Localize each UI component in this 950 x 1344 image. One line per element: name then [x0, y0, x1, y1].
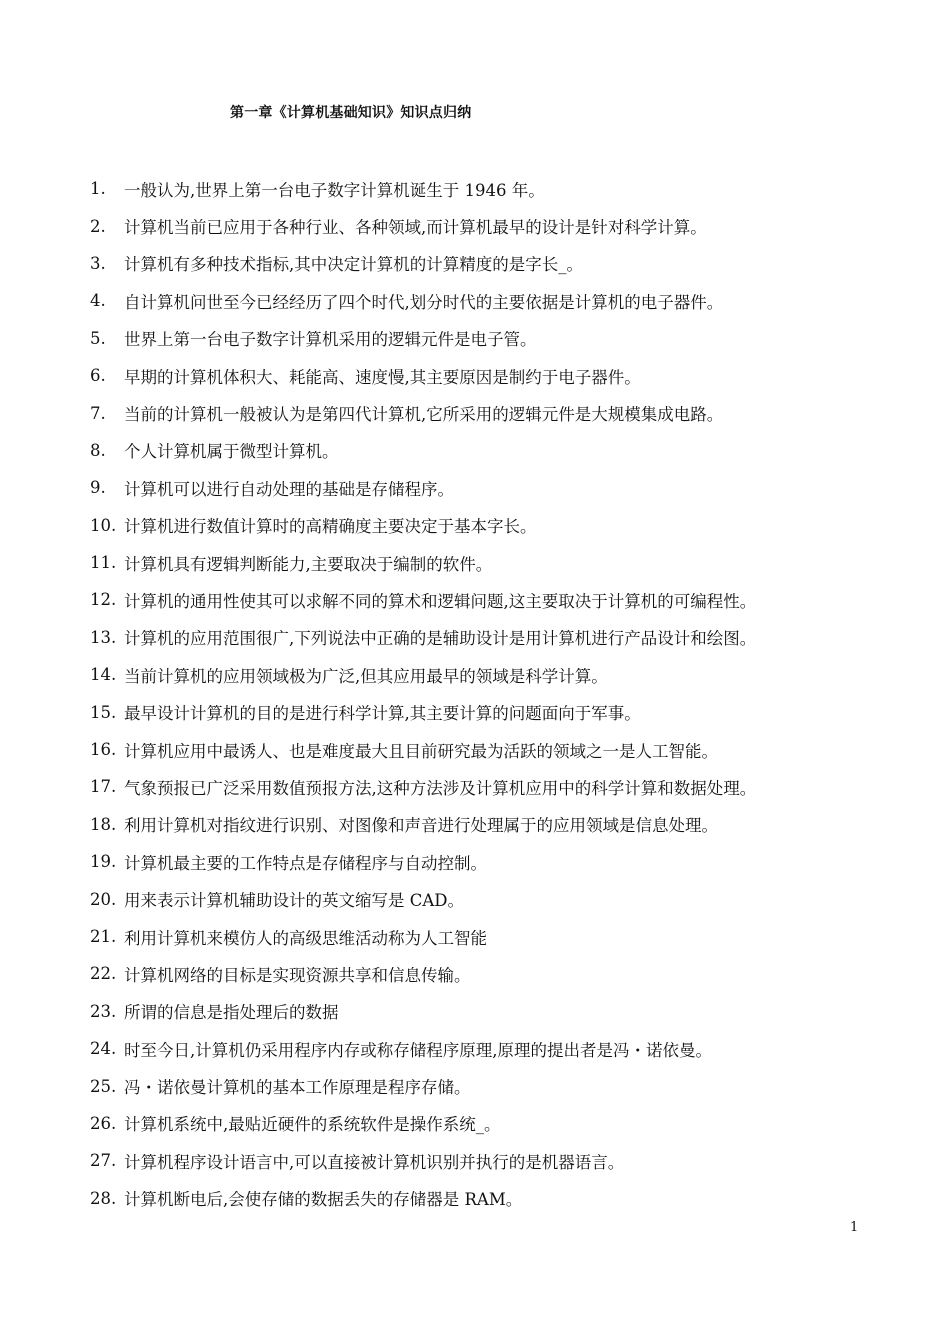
item-number: 26. — [90, 1113, 117, 1133]
item-number: 12. — [90, 590, 117, 610]
list-item — [90, 469, 930, 506]
list-item — [90, 581, 930, 618]
document-title: 第一章《计算机基础知识》知识点归纳 — [230, 105, 472, 121]
list-item — [90, 320, 930, 357]
item-text: 计算机断电后,会使存储的数据丢失的存储器是 RAM。 — [124, 1190, 523, 1210]
item-text: 当前计算机的应用领域极为广泛,但其应用最早的领域是科学计算。 — [124, 666, 608, 686]
item-text: 个人计算机属于微型计算机。 — [124, 442, 339, 462]
list-item — [90, 432, 930, 469]
list-item — [90, 207, 930, 244]
item-number: 6. — [90, 366, 106, 386]
item-text: 世界上第一台电子数字计算机采用的逻辑元件是电子管。 — [124, 330, 537, 350]
item-number: 20. — [90, 889, 117, 909]
list-item — [90, 806, 930, 843]
list-item — [90, 993, 930, 1030]
item-number: 11. — [90, 553, 117, 573]
item-number: 10. — [90, 515, 117, 535]
list-item — [90, 619, 930, 656]
list-item — [90, 693, 930, 730]
list-item — [90, 768, 930, 805]
item-number: 1. — [90, 179, 106, 199]
item-number: 22. — [90, 964, 117, 984]
item-number: 14. — [90, 665, 117, 685]
item-number: 23. — [90, 1001, 117, 1021]
item-text: 计算机当前已应用于各种行业、各种领域,而计算机最早的设计是针对科学计算。 — [124, 218, 707, 238]
item-text: 一般认为,世界上第一台电子数字计算机诞生于 1946 年。 — [124, 180, 545, 200]
item-number: 27. — [90, 1151, 117, 1171]
list-item — [90, 1180, 930, 1217]
item-text: 当前的计算机一般被认为是第四代计算机,它所采用的逻辑元件是大规模集成电路。 — [124, 405, 724, 425]
list-item — [90, 918, 930, 955]
item-number: 4. — [90, 291, 106, 311]
item-text: 利用计算机来模仿人的高级思维活动称为人工智能 — [124, 928, 487, 948]
list-item — [90, 394, 930, 431]
item-number: 17. — [90, 777, 117, 797]
item-number: 13. — [90, 627, 117, 647]
list-item — [90, 880, 930, 917]
list-item — [90, 507, 930, 544]
item-text: 计算机程序设计语言中,可以直接被计算机识别并执行的是机器语言。 — [124, 1152, 625, 1172]
item-text: 冯・诺依曼计算机的基本工作原理是程序存储。 — [124, 1078, 471, 1098]
item-text: 所谓的信息是指处理后的数据 — [124, 1003, 339, 1023]
item-text: 计算机的应用范围很广,下列说法中正确的是辅助设计是用计算机进行产品设计和绘图。 — [124, 629, 757, 649]
item-number: 18. — [90, 814, 117, 834]
item-number: 19. — [90, 852, 117, 872]
item-text: 计算机的通用性使其可以求解不同的算术和逻辑问题,这主要取决于计算机的可编程性。 — [124, 591, 757, 611]
list-item — [90, 282, 930, 319]
item-number: 8. — [90, 440, 106, 460]
item-number: 28. — [90, 1188, 117, 1208]
list-item — [90, 731, 930, 768]
list-item — [90, 544, 930, 581]
page-number: 1 — [850, 1220, 859, 1235]
item-text: 自计算机问世至今已经经历了四个时代,划分时代的主要依据是计算机的电子器件。 — [124, 292, 724, 312]
list-item — [90, 245, 930, 282]
item-text: 最早设计计算机的目的是进行科学计算,其主要计算的问题面向于军事。 — [124, 704, 641, 724]
list-item — [90, 357, 930, 394]
item-text: 计算机系统中,最贴近硬件的系统软件是操作系统_。 — [124, 1115, 501, 1135]
item-number: 15. — [90, 702, 117, 722]
item-number: 16. — [90, 740, 117, 760]
item-text: 计算机最主要的工作特点是存储程序与自动控制。 — [124, 853, 487, 873]
item-number: 3. — [90, 253, 106, 273]
item-text: 计算机具有逻辑判断能力,主要取决于编制的软件。 — [124, 554, 493, 574]
list-item — [90, 170, 930, 207]
item-number: 21. — [90, 927, 117, 946]
list-item — [90, 656, 930, 693]
item-text: 计算机应用中最诱人、也是难度最大且目前研究最为活跃的领域之一是人工智能。 — [124, 741, 718, 761]
item-text: 计算机可以进行自动处理的基础是存储程序。 — [124, 479, 454, 499]
item-text: 计算机网络的目标是实现资源共享和信息传输。 — [124, 965, 471, 985]
item-text: 时至今日,计算机仍采用程序内存或称存储程序原理,原理的提出者是冯・诺依曼。 — [124, 1040, 712, 1060]
item-text: 计算机有多种技术指标,其中决定计算机的计算精度的是字长_。 — [124, 255, 583, 275]
list-item — [90, 1030, 930, 1067]
item-number: 25. — [90, 1076, 117, 1096]
item-text: 用来表示计算机辅助设计的英文缩写是 CAD。 — [124, 891, 465, 911]
item-number: 7. — [90, 403, 106, 423]
list-item — [90, 1067, 930, 1104]
item-number: 24. — [90, 1039, 117, 1059]
knowledge-point-list — [90, 170, 930, 1217]
item-text: 气象预报已广泛采用数值预报方法,这种方法涉及计算机应用中的科学计算和数据处理。 — [124, 778, 757, 798]
list-item — [90, 843, 930, 880]
item-text: 利用计算机对指纹进行识别、对图像和声音进行处理属于的应用领域是信息处理。 — [124, 816, 718, 836]
item-number: 2. — [90, 216, 106, 236]
list-item — [90, 955, 930, 992]
item-text: 计算机进行数值计算时的高精确度主要决定于基本字长。 — [124, 517, 537, 537]
list-item — [90, 1105, 930, 1142]
item-number: 5. — [90, 328, 106, 348]
item-text: 早期的计算机体积大、耗能高、速度慢,其主要原因是制约于电子器件。 — [124, 367, 641, 387]
item-number: 9. — [90, 478, 106, 498]
list-item — [90, 1142, 930, 1179]
